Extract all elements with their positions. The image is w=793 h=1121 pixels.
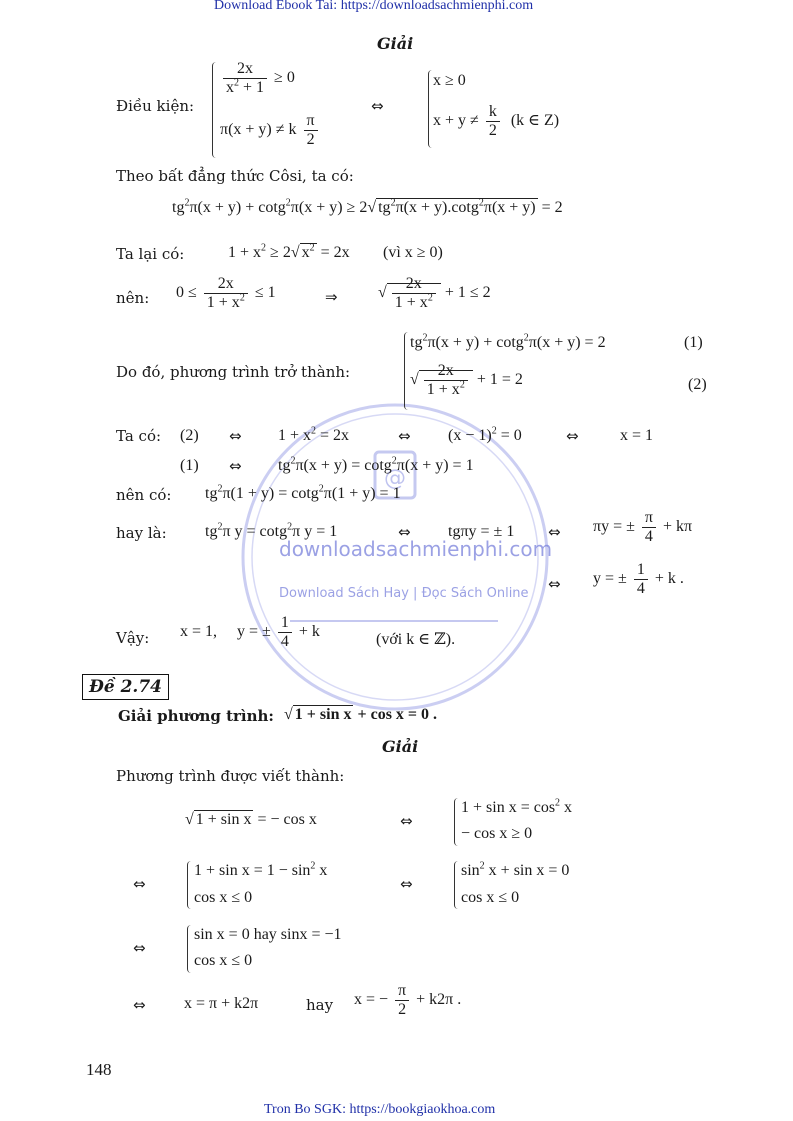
vay-label: Vậy:: [116, 629, 150, 647]
cosi-inequality: $tg^2\pi(x + y) + \cot g^2\pi(x + y) \ge 2√$ $tg^2\pi(x + y).\cot g^2\pi(x + y) = 2$: [172, 197, 563, 216]
hay-word: hay: [306, 996, 334, 1014]
sol-brace-2: [187, 861, 194, 909]
sol-brace-3: [454, 861, 461, 909]
ta-co-label: Ta có:: [116, 427, 162, 445]
sol-final-2: x = − $\frac{\pi}{2}$ + k2π .: [354, 982, 462, 1018]
implies-arrow: ⇒: [325, 288, 338, 306]
sol-brace-4: [187, 925, 194, 973]
pi-y-eq: πy = ± $\frac{\pi}{4}$ + kπ: [593, 509, 693, 545]
equiv-arrow: ⇔: [133, 939, 146, 957]
sqrt-bound: √ $\frac{2x}{1 + x^2}$ + 1 ≤ 2: [378, 275, 491, 311]
watermark-tagline: Download Sách Hay | Đọc Sách Online: [279, 586, 529, 601]
sol-brace-1: [454, 798, 461, 846]
step-2-b: $(x - 1)^2 = 0$: [448, 425, 522, 444]
equiv-arrow: ⇔: [133, 996, 146, 1014]
problem-statement: Giải phương trình:: [118, 707, 274, 725]
equiv-arrow: ⇔: [398, 427, 411, 445]
step-1-a: $tg^2\pi(x + y) = \cot g^2\pi(x + y) = 1$: [278, 455, 474, 474]
condition-2: π(x + y) ≠ k $\frac{\pi}{2}$: [220, 112, 321, 149]
eq2-label: (2): [688, 376, 707, 393]
hay-la-label: hay là:: [116, 524, 167, 542]
equiv-arrow: ⇔: [229, 457, 242, 475]
equiv-arrow: ⇔: [400, 875, 413, 893]
x-equals-1: x = 1: [620, 427, 654, 444]
sol-sys-1a: $1 + \sin x = \cos^2 x$: [461, 797, 573, 816]
condition-label: Điều kiện:: [116, 97, 195, 115]
condition-1: $\frac{2x}{x^2 + 1}$ ≥ 0: [220, 60, 295, 97]
header-download-link[interactable]: Download Ebook Tai: https://downloadsachmienphi.com: [214, 0, 534, 13]
condition-4: x + y ≠ $\frac{k}{2}$ (k ∈ Z): [433, 103, 560, 139]
nen-co-label: nên có:: [116, 486, 172, 504]
final-answer: x = 1, y = ± $\frac{1}{4}$ + k: [180, 614, 320, 650]
ta-lai-co-label: Ta lại có:: [116, 245, 185, 263]
y-eq: y = ± $\frac{1}{4}$ + k .: [593, 561, 684, 597]
step-2-a: $1 + x^2 = 2x$: [278, 425, 350, 444]
equiv-arrow: ⇔: [548, 523, 561, 541]
equiv-arrow: ⇔: [400, 812, 413, 830]
am-gm-line: $1 + x^2 \ge 2√$ $x^2 = 2x$: [228, 242, 350, 261]
svg-text:@: @: [384, 466, 406, 491]
sol-sys-3b: cos x ≤ 0: [461, 889, 520, 906]
nen-label: nên:: [116, 289, 150, 307]
rewrite-text: Phương trình được viết thành:: [116, 767, 345, 785]
eq1-label: (1): [684, 334, 703, 351]
sol-sys-2b: cos x ≤ 0: [194, 889, 253, 906]
sol-sys-2a: $1 + \sin x = 1 - \sin^2 x$: [194, 860, 328, 879]
problem-equation: √ 1 + sin x + cos x = 0 .: [284, 706, 438, 723]
system-eq2: √ $\frac{2x}{1 + x^2}$ + 1 = 2: [410, 362, 523, 398]
tg-pi-y: tgπy = ± 1: [448, 523, 515, 540]
equiv-arrow: ⇔: [548, 575, 561, 593]
equiv-arrow: ⇔: [371, 97, 384, 115]
solution-heading-2: Giải: [382, 737, 419, 756]
do-do-label: Do đó, phương trình trở thành:: [116, 363, 351, 381]
system-eq1: $tg^2\pi(x + y) + \cot g^2\pi(x + y) = 2$: [410, 332, 606, 351]
x-condition: (vì x ≥ 0): [383, 244, 443, 261]
sol-final-1: x = π + k2π: [184, 995, 259, 1012]
sol-sys-3a: $\sin^2 x + \sin x = 0$: [461, 860, 570, 879]
sol-sys-4a: sin x = 0 hay sinx = −1: [194, 926, 342, 943]
equiv-arrow: ⇔: [229, 427, 242, 445]
step-2: (2): [180, 427, 199, 444]
fraction-bound: 0 ≤ $\frac{2x}{1 + x^2}$ ≤ 1: [176, 275, 276, 311]
sol-sys-4b: cos x ≤ 0: [194, 952, 253, 969]
equiv-arrow: ⇔: [133, 875, 146, 893]
condition-brace-left: [212, 62, 219, 158]
condition-3: x ≥ 0: [433, 72, 466, 89]
watermark-site: downloadsachmienphi.com: [279, 537, 553, 561]
solution-heading: Giải: [377, 34, 414, 53]
cosi-text: Theo bất đẳng thức Côsi, ta có:: [116, 167, 354, 185]
nen-co-eq: $tg^2\pi(1 + y) = \cot g^2\pi(1 + y) = 1$: [205, 483, 401, 502]
sol-sys-1b: − cos x ≥ 0: [461, 825, 533, 842]
equiv-arrow: ⇔: [566, 427, 579, 445]
step-1: (1): [180, 457, 199, 474]
sol-line-1: √ 1 + sin x = − cos x: [185, 811, 317, 828]
footer-sgk-link[interactable]: Tron Bo SGK: https://bookgiaokhoa.com: [264, 1102, 496, 1117]
k-domain: (với k ∈ ℤ).: [376, 631, 456, 648]
page-number: 148: [86, 1060, 112, 1079]
problem-number-box: Đề 2.74: [82, 674, 169, 700]
equiv-arrow: ⇔: [398, 523, 411, 541]
hay-la-eq: $tg^2\pi$ y = cotg$^2$π y = 1: [205, 521, 338, 540]
